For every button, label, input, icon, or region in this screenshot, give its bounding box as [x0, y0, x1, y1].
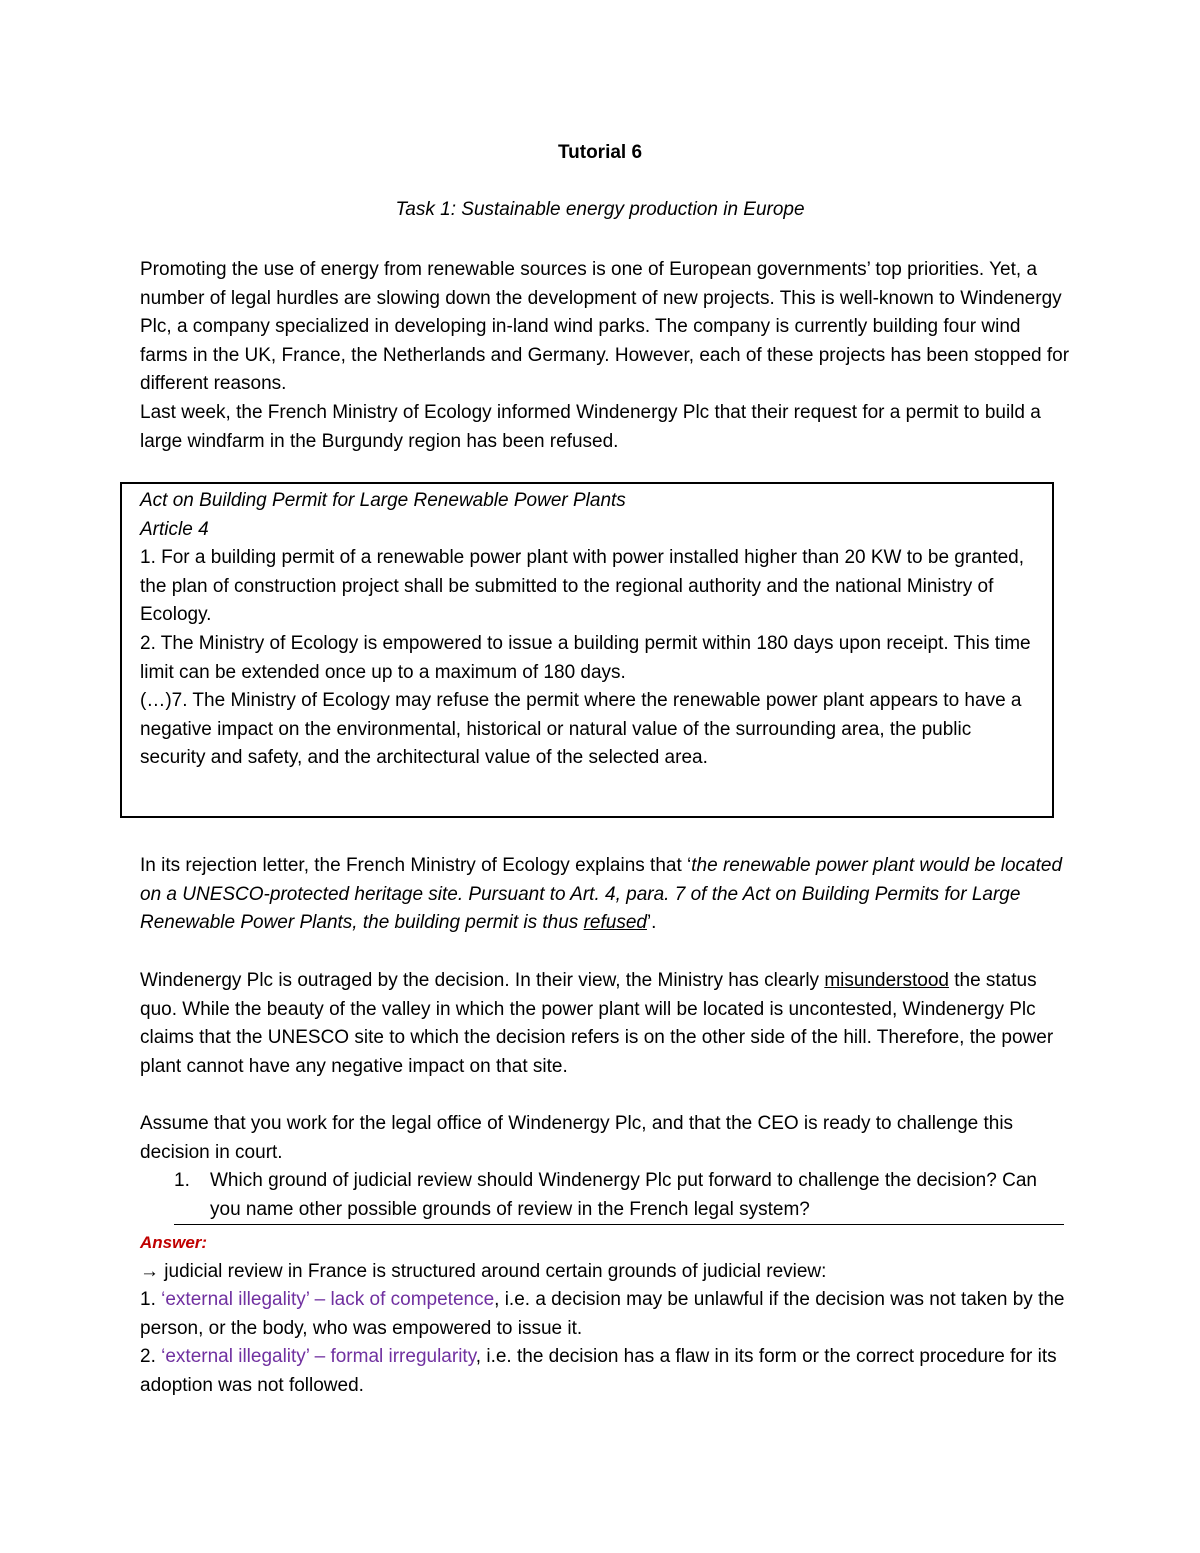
rejection-lead: In its rejection letter, the French Ministry of Ecology explains that ‘	[140, 855, 692, 876]
act-title: Act on Building Permit for Large Renewable Power Plants	[140, 490, 626, 511]
answer-item-1-term: ‘external illegality’ – lack of competence	[161, 1289, 495, 1311]
task-title: Task 1: Sustainable energy production in Europe	[395, 199, 805, 220]
intro-paragraph-2: Last week, the French Ministry of Ecology informed Windenergy Plc that their request for a permit to build a large windfarm in the Burgundy region has been refused.	[140, 401, 1041, 452]
article-para-2: 2. The Ministry of Ecology is empowered to issue a building permit within 180 days upon receipt. This time limit can be extended once up to a maximum of 180 days.	[140, 632, 1031, 683]
answer-item-1-num: 1.	[140, 1289, 162, 1311]
answer-intro	[140, 1258, 1070, 1287]
question-1	[174, 1167, 1064, 1225]
assume-paragraph: Assume that you work for the legal office of Windenergy Plc, and that the CEO is ready to challenge this decision in court.	[140, 1113, 1014, 1163]
rejection-section	[140, 852, 1070, 938]
outrage-section	[140, 967, 1070, 1081]
question-text: Which ground of judicial review should Windenergy Plc put forward to challenge the decision? Can you name other possible grounds of review in the French legal system?	[210, 1170, 1037, 1220]
answer-item-2-num: 2.	[140, 1346, 162, 1368]
rejection-quote-underlined: refused	[583, 912, 647, 934]
outrage-paragraph	[140, 967, 1070, 1081]
answer-section	[140, 1229, 1070, 1401]
question-number: 1.	[174, 1170, 190, 1191]
outrage-underlined: misunderstood	[824, 970, 949, 991]
assume-section	[140, 1110, 1070, 1167]
answer-item-2	[140, 1343, 1070, 1400]
answer-intro-text: judicial review in France is structured around certain grounds of judicial review:	[159, 1260, 827, 1282]
intro-section	[140, 256, 1070, 456]
answer-item-1-rest: , i.e. a decision may be unlawful if the decision was not taken by the person, or the body, who was empowered to issue it.	[140, 1289, 1065, 1339]
answer-item-2-rest: , i.e. the decision has a flaw in its form or the correct procedure for its adoption was not followed.	[140, 1346, 1057, 1396]
arrow-icon: →	[140, 1260, 159, 1282]
outrage-after: the status quo. While the beauty of the valley in which the power plant will be located is uncontested, Windenergy Plc claims that the UNESCO site to which the decision refers is on the other side of the hill. Therefore, the power plant cannot have any negative impact on that site.	[140, 970, 1054, 1077]
answer-label-line	[140, 1229, 1070, 1258]
rejection-end: ’.	[646, 912, 657, 934]
answer-label: Answer:	[140, 1233, 208, 1252]
intro-paragraph-1: Promoting the use of energy from renewable sources is one of European governments’ top priorities. Yet, a number of legal hurdles are slowing down the development of new projects. This is well-known to Windenergy Plc, a company specialized in developing in-land wind parks. The company is currently building four wind farms in the UK, France, the Netherlands and Germany. However, each of these projects has been stopped for different reasons.	[140, 259, 1070, 395]
article-para-1: 1. For a building permit of a renewable power plant with power installed higher than 20 KW to be granted, the plan of construction project shall be submitted to the regional authority and the national Ministry of Ecology.	[140, 547, 1025, 626]
rejection-quote: the renewable power plant would be located on a UNESCO-protected heritage site. Pursuant to Art. 4, para. 7 of the Act on Building Permits for Large Renewable Power Plants, the building permit is thus	[140, 855, 1063, 934]
article-para-7: (…)7. The Ministry of Ecology may refuse the permit where the renewable power plant appears to have a negative impact on the environmental, historical or natural value of the surrounding area, the public security and safety, and the architectural value of the selected area.	[140, 690, 1022, 769]
rejection-paragraph	[140, 852, 1070, 938]
tutorial-title: Tutorial 6	[557, 142, 643, 163]
legal-article-box	[120, 482, 1054, 818]
article-number: Article 4	[140, 518, 209, 540]
outrage-before: Windenergy Plc is outraged by the decision. In their view, the Ministry has clearly	[140, 970, 825, 991]
answer-item-2-term: ‘external illegality’ – formal irregularity	[161, 1346, 476, 1368]
answer-item-1	[140, 1286, 1070, 1343]
